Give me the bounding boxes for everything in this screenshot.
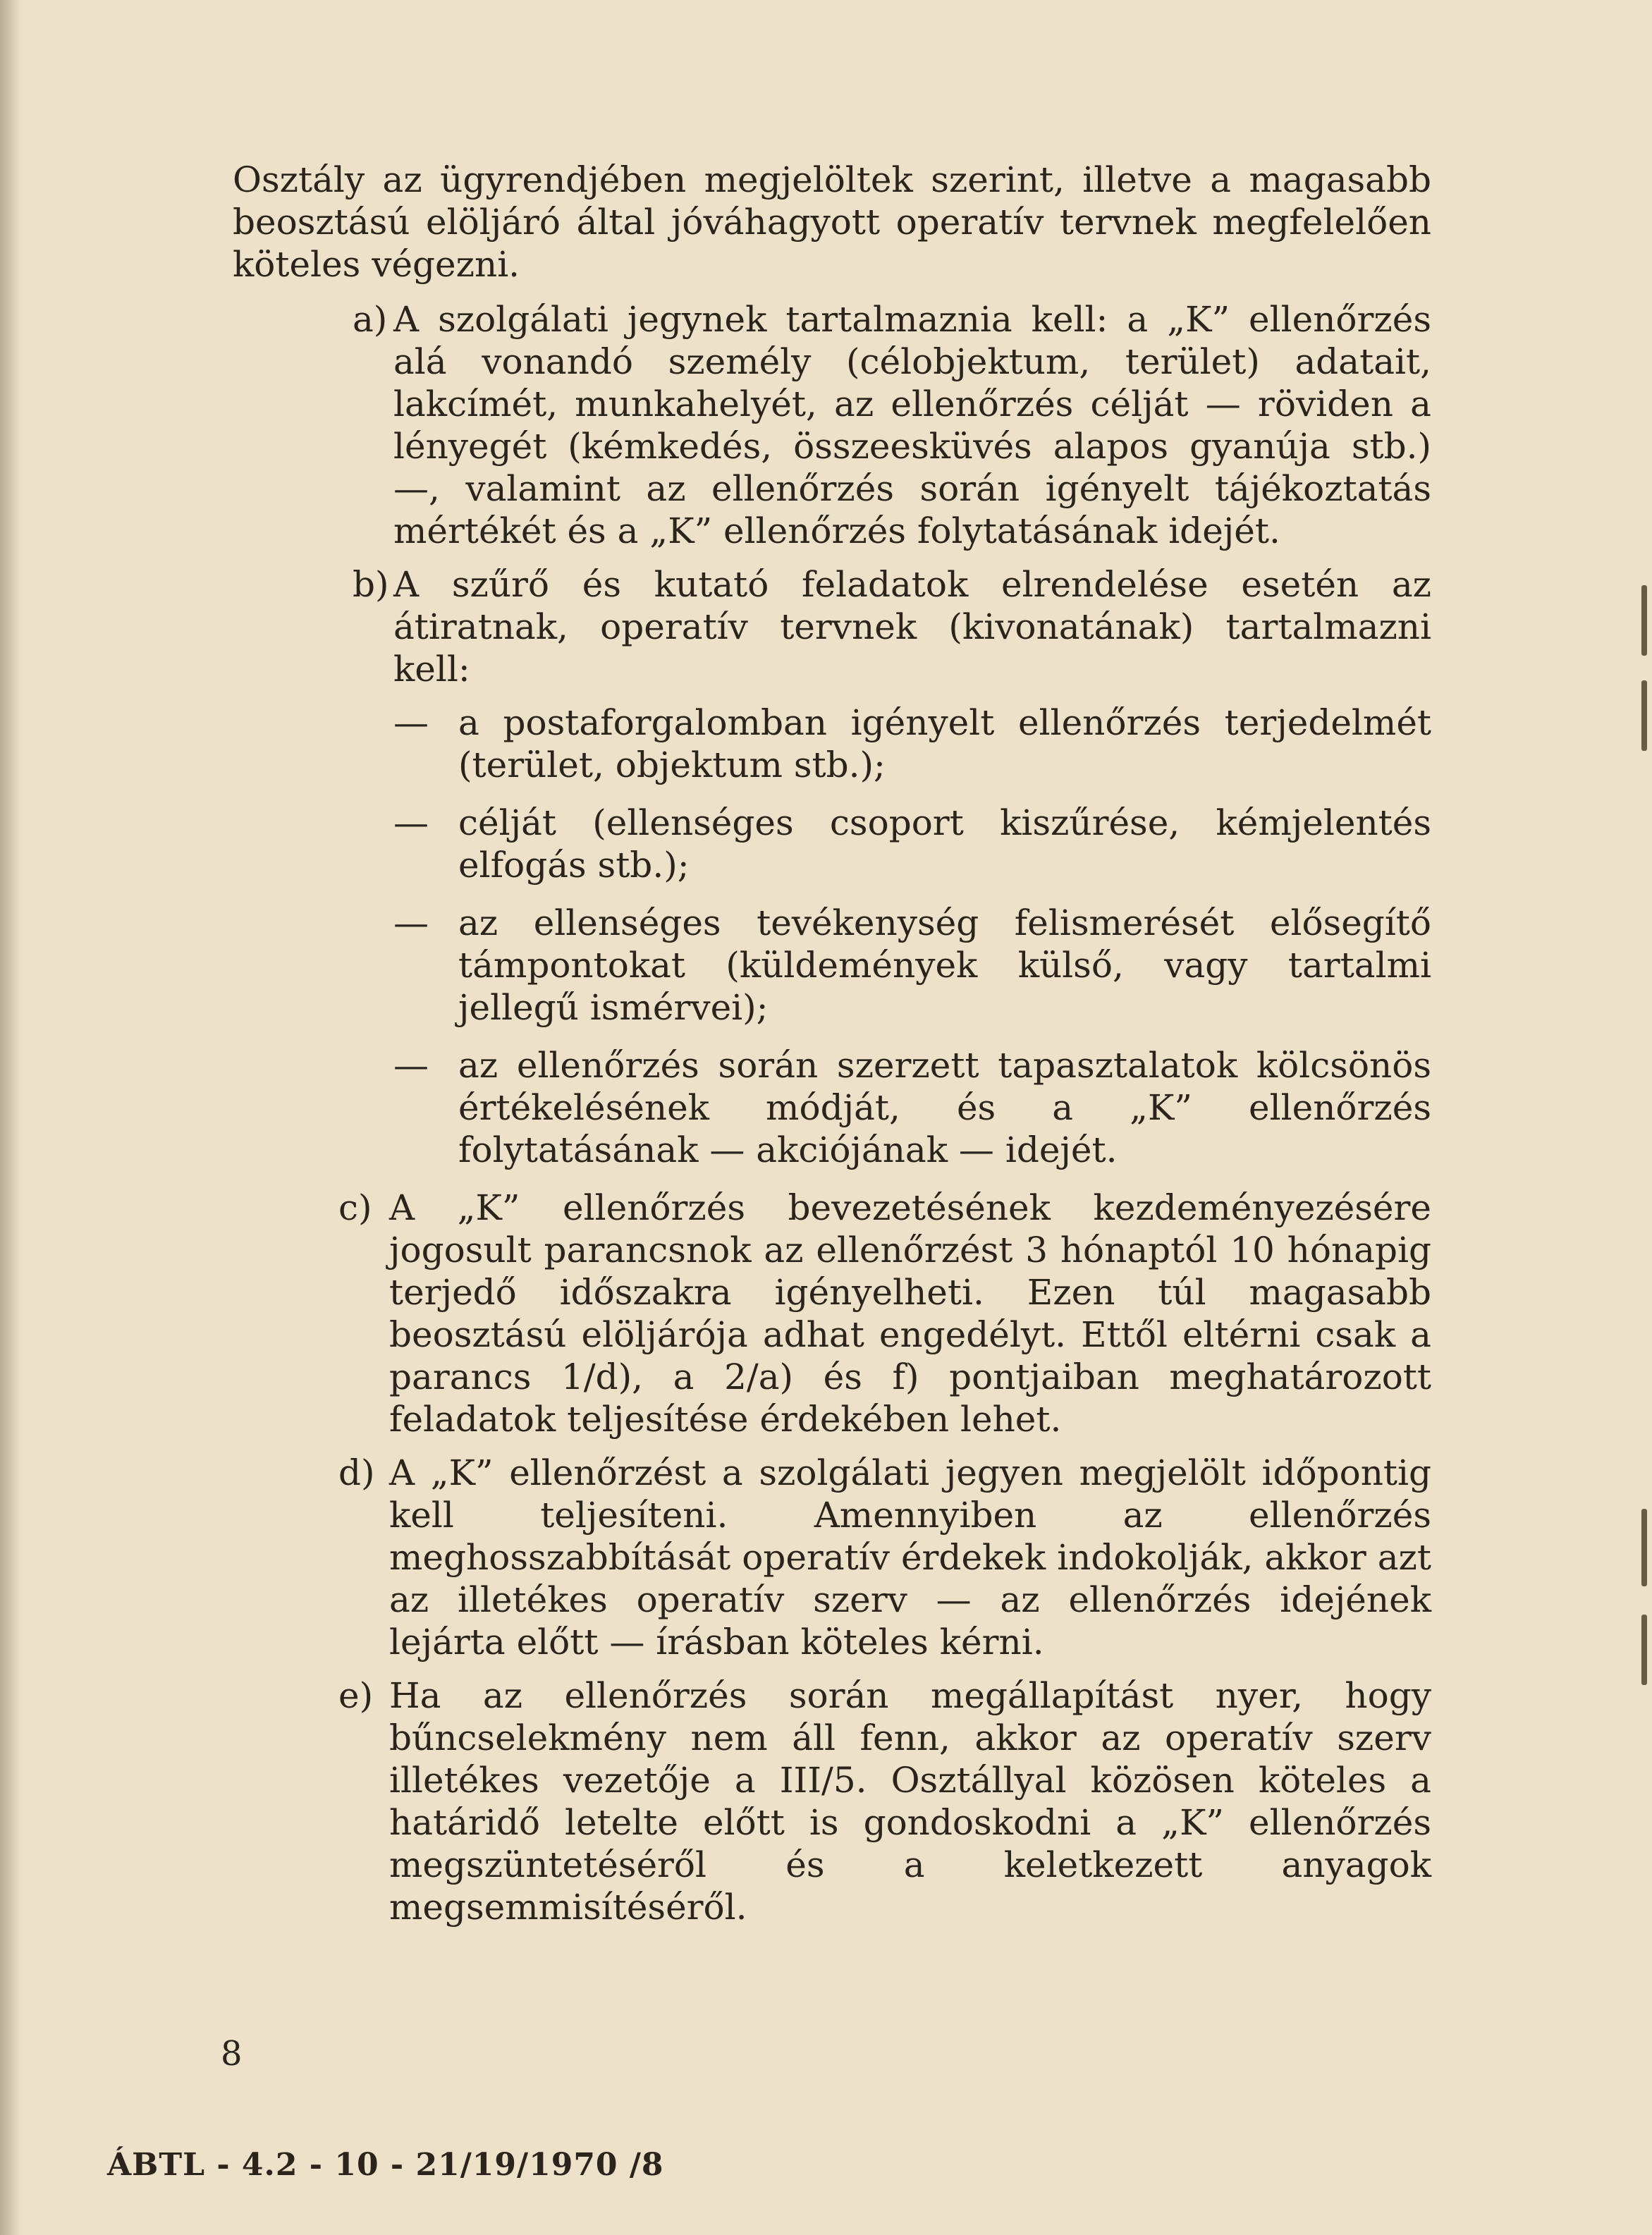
binding-mark — [1641, 1509, 1647, 1586]
dash-bullet: — — [393, 702, 429, 743]
list-item-a — [233, 298, 1431, 552]
item-text: A szűrő és kutató feladatok elrendelése esetén az átiratnak, operatív tervnek (kivonatának) tartalmazni kell: — [393, 564, 1431, 690]
sub-item-2 — [233, 802, 1431, 886]
archive-reference: ÁBTL - 4.2 - 10 - 21/19/1970 /8 — [107, 2147, 664, 2183]
intro-paragraph: Osztály az ügyrendjében megjelöltek szerint, illetve a magasabb beosztású elöljáró által jóváhagyott operatív tervnek megfelelően köteles végezni. — [233, 159, 1431, 285]
item-marker: e) — [338, 1675, 374, 1716]
item-marker: c) — [338, 1187, 372, 1228]
item-text: A „K” ellenőrzés bevezetésének kezdeményezésére jogosult parancsnok az ellenőrzést 3 hónaptól 10 hónapig terjedő időszakra igényelheti. Ezen túl magasabb beosztású elöljárója adhat engedélyt. Ettől eltérni csak a parancs 1/d), a 2/a) és f) pontjaiban meghatározott feladatok teljesítése érdekében lehet. — [389, 1187, 1431, 1440]
sub-item-text: célját (ellenséges csoport kiszűrése, kémjelentés elfogás stb.); — [458, 802, 1431, 886]
page-number: 8 — [221, 2034, 243, 2074]
sub-item-text: a postaforgalomban igényelt ellenőrzés terjedelmét (terület, objektum stb.); — [458, 702, 1431, 785]
item-text: A szolgálati jegynek tartalmaznia kell: a „K” ellenőrzés alá vonandó személy (célobjektum, terület) adatait, lakcímét, munkahelyét, az ellenőrzés célját — röviden a lényegét (kémkedés, összeesküvés alapos gyanúja stb.) —, valamint az ellenőrzés során igényelt tájékoztatás mértékét és a „K” ellenőrzés folytatásának idejét. — [393, 299, 1431, 551]
list-item-c — [233, 1187, 1431, 1440]
sub-item-text: az ellenőrzés során szerzett tapasztalatok kölcsönös értékelésének módját, és a „K” ellenőrzés folytatásának — akciójának — idejét. — [458, 1045, 1431, 1170]
sub-item-1 — [233, 702, 1431, 786]
sub-item-3 — [233, 902, 1431, 1029]
sub-item-text: az ellenséges tevékenység felismerését elősegítő támpontokat (küldemények külső, vagy tartalmi jellegű ismérvei); — [458, 902, 1431, 1028]
binding-mark — [1641, 585, 1647, 656]
binding-mark — [1641, 680, 1647, 751]
document-body — [233, 159, 1431, 1940]
list-item-d — [233, 1452, 1431, 1663]
item-marker: d) — [338, 1452, 375, 1493]
dash-bullet: — — [393, 1045, 429, 1086]
list-item-b — [233, 563, 1431, 690]
item-text: A „K” ellenőrzést a szolgálati jegyen megjelölt időpontig kell teljesíteni. Amennyiben az ellenőrzés meghosszabbítását operatív érdekek indokolják, akkor azt az illetékes operatív szerv — az ellenőrzés idejének lejárta előtt — írásban köteles kérni. — [389, 1452, 1431, 1663]
list-item-e — [233, 1674, 1431, 1928]
item-text: Ha az ellenőrzés során megállapítást nyer, hogy bűncselekmény nem áll fenn, akkor az operatív szerv illetékes vezetője a III/5. Osztállyal közösen köteles a határidő letelte előtt is gondoskodni a „K” ellenőrzés megszüntetéséről és a keletkezett anyagok megsemmisítéséről. — [389, 1675, 1431, 1928]
dash-bullet: — — [393, 902, 429, 943]
binding-mark — [1641, 1615, 1647, 1685]
page-edge-shadow — [0, 0, 21, 2235]
dash-bullet: — — [393, 802, 429, 843]
item-marker: a) — [353, 299, 388, 340]
item-marker: b) — [353, 564, 389, 605]
sub-item-4 — [233, 1044, 1431, 1171]
